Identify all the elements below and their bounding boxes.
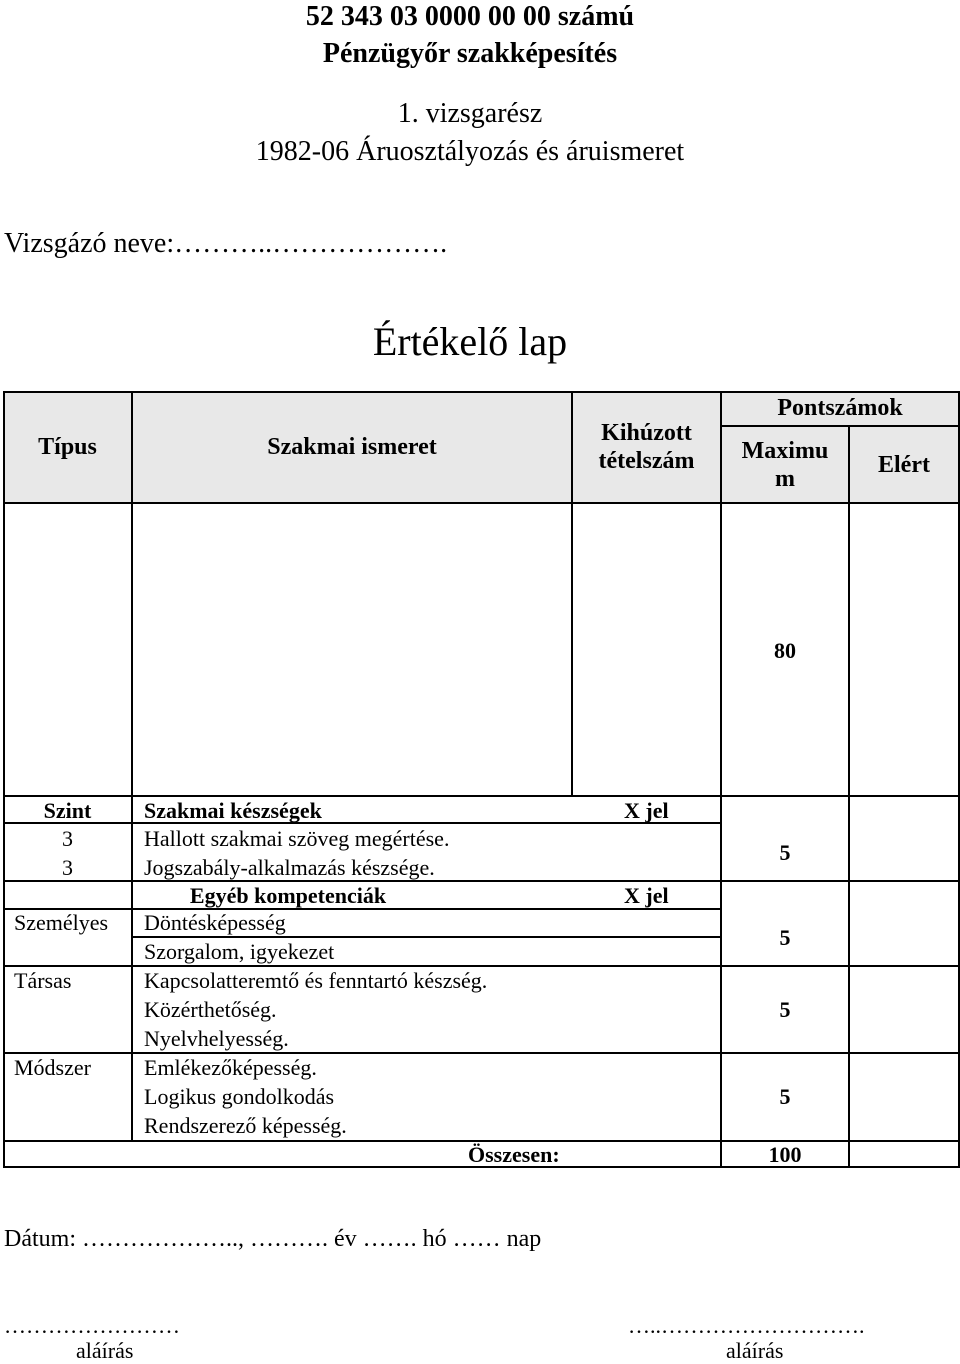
szemelyes-max-points: 5 <box>779 925 791 950</box>
competency-type-tarsas: Társas <box>14 968 72 993</box>
other-header-name: Egyéb kompetenciák <box>189 883 387 908</box>
col-header-tetelszam: tételszám <box>598 448 695 474</box>
col-header-szakmai-ismeret: Szakmai ismeret <box>267 434 437 460</box>
pontszamok-divider <box>720 425 960 427</box>
competency-type-szemelyes: Személyes <box>14 910 109 935</box>
competency-item: Kapcsolatteremtő és fenntartó készség. <box>144 968 488 993</box>
competency-item: Rendszerező képesség. <box>144 1113 347 1138</box>
competency-item: Logikus gondolkodás <box>144 1084 335 1109</box>
skill-name: Hallott szakmai szöveg megértése. <box>144 826 450 851</box>
date-field: Dátum: ……………….., ………. év ……. hó …… nap <box>4 1226 542 1252</box>
signature-label-right: aláírás <box>726 1338 784 1363</box>
skills-header-mark: X jel <box>624 798 669 823</box>
qualification-code: 52 343 03 0000 00 00 számú <box>305 1 635 32</box>
candidate-name-field: Vizsgázó neve:………..………………. <box>4 228 448 259</box>
modszer-max-points: 5 <box>779 1084 791 1109</box>
knowledge-max-points: 80 <box>774 638 796 663</box>
skills-header-name: Szakmai készségek <box>144 798 322 823</box>
competency-item: Szorgalom, igyekezet <box>144 939 335 964</box>
competency-item: Közérthetőség. <box>144 997 277 1022</box>
knowledge-row-bottom <box>3 795 960 797</box>
table-left-border <box>3 391 5 1168</box>
total-max-points: 100 <box>768 1142 802 1167</box>
col-header-pontszamok: Pontszámok <box>777 395 903 421</box>
total-label: Összesen: <box>468 1142 560 1167</box>
competency-item: Emlékezőképesség. <box>144 1055 317 1080</box>
signature-line-left: …………………… <box>4 1313 180 1338</box>
competency-type-modszer: Módszer <box>14 1055 91 1080</box>
szemelyes-divider <box>131 936 720 938</box>
col-divider-kihuzott <box>720 391 722 1168</box>
skill-level: 3 <box>62 826 73 851</box>
szemelyes-bottom <box>3 965 960 967</box>
competency-item: Nyelvhelyesség. <box>144 1026 289 1051</box>
col-header-elert: Elért <box>878 452 930 478</box>
col-header-tipus: Típus <box>38 434 97 460</box>
tarsas-max-points: 5 <box>779 997 791 1022</box>
col-header-maximum: Maximu <box>741 438 829 464</box>
col-header-maximum-cont: m <box>775 466 795 492</box>
other-header-mark: X jel <box>624 883 669 908</box>
skills-header-level: Szint <box>43 798 92 823</box>
qualification-name: Pénzügyőr szakképesítés <box>322 38 618 69</box>
skills-max-points: 5 <box>779 840 791 865</box>
col-divider-tipus-bottom <box>131 795 133 1142</box>
competency-item: Döntésképesség <box>144 910 286 935</box>
page-title: Értékelő lap <box>372 319 568 364</box>
table-top-border <box>3 391 960 393</box>
signature-label-left: aláírás <box>76 1338 134 1363</box>
header-bottom-border <box>3 502 960 504</box>
skill-level: 3 <box>62 855 73 880</box>
col-divider-maximum <box>848 425 850 1168</box>
col-header-kihuzott: Kihúzott <box>601 420 692 446</box>
module-title: 1982-06 Áruosztályozás és áruismeret <box>255 136 685 167</box>
exam-part: 1. vizsgarész <box>397 98 543 129</box>
skill-name: Jogszabály-alkalmazás készsége. <box>144 855 435 880</box>
tarsas-bottom <box>3 1052 960 1054</box>
signature-line-right: …..………………………. <box>628 1313 865 1338</box>
